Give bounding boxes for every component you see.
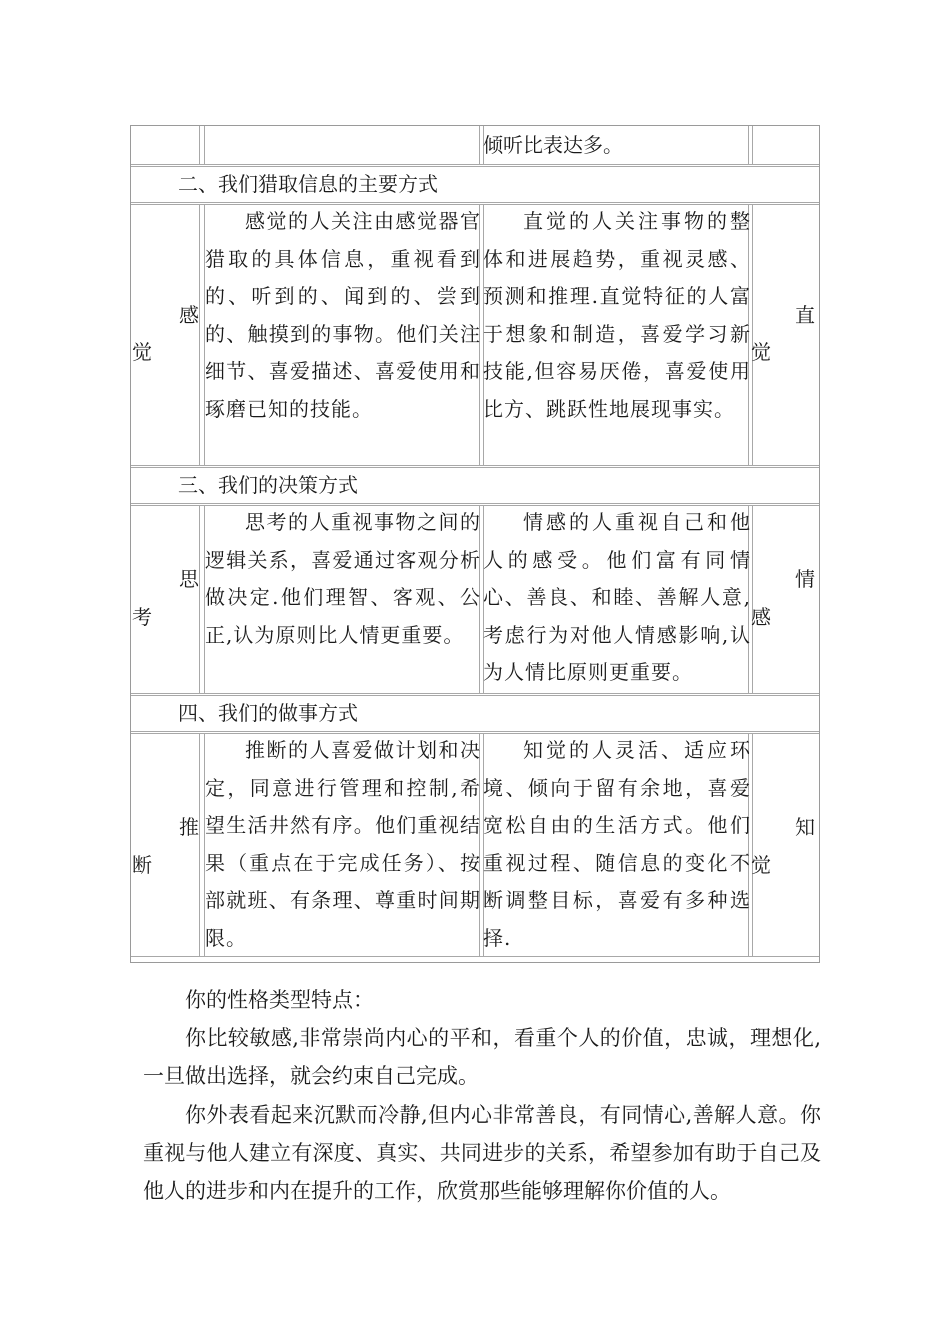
s2-right-char-bottom: 觉 — [751, 340, 771, 364]
s3-right-char-top: 情 — [795, 567, 815, 591]
col-divider — [752, 126, 753, 165]
s4-right-char-top: 知 — [795, 815, 815, 839]
personality-heading: 你的性格类型特点： — [185, 988, 374, 1012]
s2-left-text: 感觉的人关注由感觉器官猎取的具体信息，重视看到的、听到的、闻到的、尝到的、触摸到的事物。他们关注细节、喜爱描述、喜爱使用和琢磨已知的技能。 — [205, 209, 481, 421]
section2-title: 二、我们猎取信息的主要方式 — [178, 172, 438, 196]
section3-title: 三、我们的决策方式 — [178, 473, 358, 497]
s3-left-char-top: 思 — [179, 567, 199, 591]
s4-left-text: 推断的人喜爱做计划和决定，同意进行管理和控制,希望生活井然有序。他们重视结果（重点在于完成任务）、按部就班、有条理、尊重时间期限。 — [205, 738, 481, 950]
s4-left-char-bottom: 断 — [132, 853, 152, 877]
personality-paragraph-1: 你比较敏感,非常崇尚内心的平和，看重个人的价值，忠诚，理想化,一旦做出选择，就会约束自己完成。 — [143, 1026, 821, 1088]
col-divider — [752, 204, 753, 466]
s3-left-char-bottom: 考 — [132, 605, 152, 629]
col-divider — [204, 126, 205, 165]
s4-right-text: 知觉的人灵活、适应环境、倾向于留有余地，喜爱宽松自由的生活方式。他们重视过程、随信息的变化不断调整目标，喜爱有多种选择. — [483, 738, 751, 950]
row-divider — [131, 695, 819, 696]
col-divider — [479, 126, 480, 165]
row-divider — [131, 467, 819, 468]
row0-text: 倾听比表达多。 — [483, 133, 623, 157]
s3-left-text: 思考的人重视事物之间的逻辑关系，喜爱通过客观分析做决定.他们理智、客观、公正,认为原则比人情更重要。 — [205, 510, 481, 647]
col-divider — [748, 126, 749, 165]
row-divider — [131, 164, 819, 165]
s2-left-char-bottom: 觉 — [132, 340, 152, 364]
s3-right-char-bottom: 感 — [751, 605, 771, 629]
s4-left-char-top: 推 — [179, 815, 199, 839]
s2-right-char-top: 直 — [795, 303, 815, 327]
col-divider — [199, 204, 200, 466]
s3-right-text: 情感的人重视自己和他人的感受。他们富有同情心、善良、和睦、善解人意,考虑行为对他人情感影响,认为人情比原则更重要。 — [483, 510, 751, 684]
type-comparison-table — [130, 125, 820, 963]
row-divider — [131, 166, 819, 167]
section4-title: 四、我们的做事方式 — [178, 701, 358, 725]
s2-right-text: 直觉的人关注事物的整体和进展趋势，重视灵感、预测和推理.直觉特征的人富于想象和制造，喜爱学习新技能,但容易厌倦，喜爱使用比方、跳跃性地展现事实。 — [483, 209, 751, 421]
s4-right-char-bottom: 觉 — [751, 853, 771, 877]
s2-left-char-top: 感 — [179, 303, 199, 327]
personality-paragraph-2: 你外表看起来沉默而冷静,但内心非常善良，有同情心,善解人意。你重视与他人建立有深度、真实、共同进步的关系，希望参加有助于自己及他人的进步和内在提升的工作，欣赏那些能够理解你价值的人。 — [143, 1103, 821, 1203]
col-divider — [752, 505, 753, 694]
col-divider — [199, 126, 200, 165]
row-divider — [131, 465, 819, 466]
col-divider — [199, 733, 200, 956]
col-divider — [752, 733, 753, 956]
col-divider — [199, 505, 200, 694]
row-divider — [131, 693, 819, 694]
